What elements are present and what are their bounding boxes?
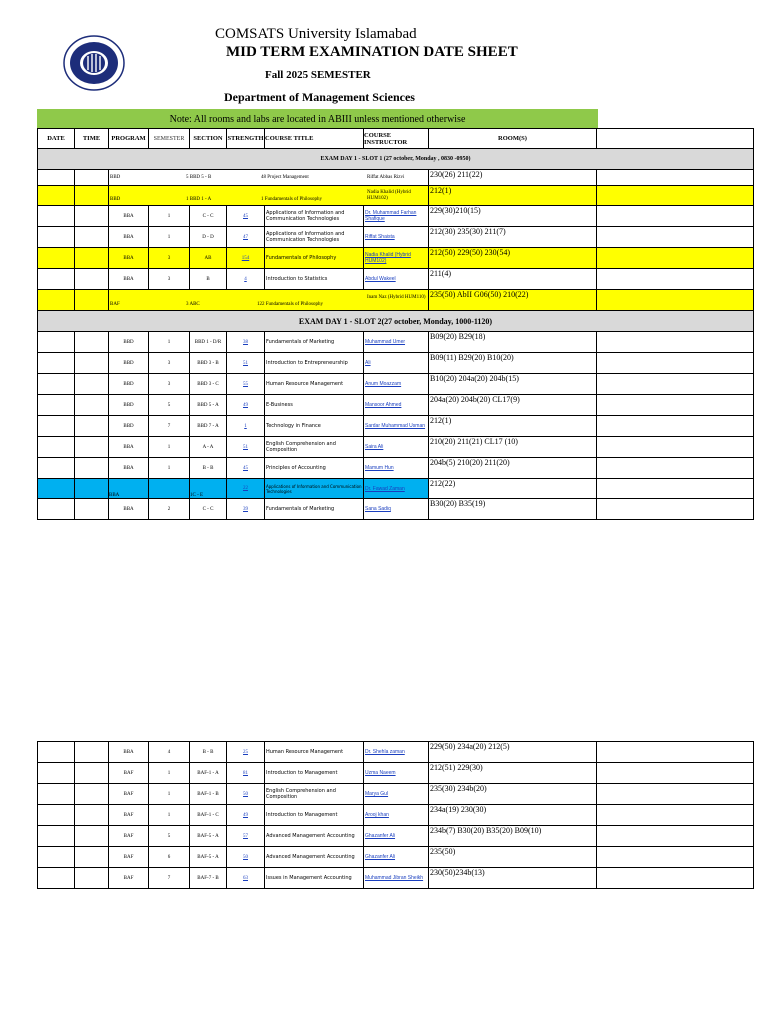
- semester-cell: 4: [149, 742, 190, 763]
- instructor-link[interactable]: Saira Ali: [364, 437, 429, 458]
- table-row: [38, 186, 754, 206]
- course-title-cell: Human Resource Management: [265, 374, 364, 395]
- course-title-cell: Fundamentals of Marketing: [265, 332, 364, 353]
- slot-2-heading: EXAM DAY 1 - SLOT 2(27 october, Monday, 1000-1120): [38, 311, 754, 332]
- strength-link[interactable]: 51: [227, 437, 265, 458]
- strength-link[interactable]: 81: [227, 763, 265, 784]
- section-cell: B - B: [190, 458, 227, 479]
- flat-course: 122 Fundamentals of Philosophy: [257, 302, 323, 307]
- program-cell: BBD: [109, 353, 149, 374]
- semester-cell: 7: [149, 868, 190, 889]
- instructor-link[interactable]: Anum Moazzam: [364, 374, 429, 395]
- course-title-cell: Principles of Accounting: [265, 458, 364, 479]
- program-cell: BAF: [109, 868, 149, 889]
- instructor-link[interactable]: Dr. Fawad Zaman: [364, 479, 429, 499]
- instructor-link[interactable]: Ali: [364, 353, 429, 374]
- semester-cell: 1: [149, 332, 190, 353]
- rooms-cell: B09(11) B29(20) B10(20): [429, 353, 597, 374]
- rooms-cell: 204b(5) 210(20) 211(20): [429, 458, 597, 479]
- course-title-cell: Advanced Management Accounting: [265, 826, 364, 847]
- table-row: [38, 170, 754, 186]
- table-row: [38, 416, 754, 437]
- section-cell: C - C: [190, 206, 227, 227]
- rooms-cell: 212(1): [429, 416, 597, 437]
- course-title-cell: Introduction to Management: [265, 805, 364, 826]
- table-row: [38, 248, 754, 269]
- program-cell: BBA: [109, 269, 149, 290]
- semester-cell: 2: [149, 499, 190, 520]
- rooms-cell: 230(26) 211(22): [429, 170, 597, 186]
- course-title-cell: Introduction to Entrepreneurship: [265, 353, 364, 374]
- flat-instructor: Riffat Abbas Rizvi: [367, 175, 405, 180]
- rooms-cell: 210(20) 211(21) CL17 (10): [429, 437, 597, 458]
- table-row: [38, 437, 754, 458]
- strength-link[interactable]: 50: [227, 847, 265, 868]
- semester-cell: 7: [149, 416, 190, 437]
- section-cell: B: [190, 269, 227, 290]
- course-title-cell: Human Resource Management: [265, 742, 364, 763]
- strength-link[interactable]: 55: [227, 374, 265, 395]
- section-cell: AB: [190, 248, 227, 269]
- course-title-cell: Fundamentals of Philosophy: [265, 248, 364, 269]
- instructor-link[interactable]: Arooj khan: [364, 805, 429, 826]
- rooms-cell: 229(50) 234a(20) 212(5): [429, 742, 597, 763]
- rooms-cell: 212(51) 229(30): [429, 763, 597, 784]
- strength-link[interactable]: 49: [227, 395, 265, 416]
- flat-sem-sec: 1 BBD 1 - A: [186, 197, 212, 202]
- instructor-link[interactable]: Dr. Shehla zaman: [364, 742, 429, 763]
- strength-link[interactable]: 45: [227, 206, 265, 227]
- semester-cell: 1: [149, 805, 190, 826]
- rooms-cell: 212(22): [429, 479, 597, 499]
- instructor-link[interactable]: Sardar Muhammad Usman: [364, 416, 429, 437]
- course-title-cell: Introduction to Management: [265, 763, 364, 784]
- rooms-cell: 234a(19) 230(30): [429, 805, 597, 826]
- rooms-cell: 235(50): [429, 847, 597, 868]
- section-cell: BAF-5 - A: [190, 826, 227, 847]
- program-cell: BBA: [109, 437, 149, 458]
- course-title-cell: Applications of Information and Communication Technologies: [265, 227, 364, 248]
- strength-link[interactable]: 47: [227, 227, 265, 248]
- program-cell: BAF: [109, 826, 149, 847]
- strength-link[interactable]: 51: [227, 353, 265, 374]
- section-cell: 1C - E: [190, 479, 227, 499]
- rooms-cell: B09(20) B29(18): [429, 332, 597, 353]
- program-cell: BBA: [109, 458, 149, 479]
- rooms-cell: B30(20) B35(19): [429, 499, 597, 520]
- section-cell: BBD 5 - A: [190, 395, 227, 416]
- rooms-cell: 211(4): [429, 269, 597, 290]
- semester-cell: 1: [149, 227, 190, 248]
- program-cell: BBD: [109, 416, 149, 437]
- table-row: [38, 763, 754, 784]
- program-cell: BBD: [109, 395, 149, 416]
- department-label: Department of Management Sciences: [224, 90, 415, 104]
- section-cell: BAF-1 - B: [190, 784, 227, 805]
- note-banner: Note: All rooms and labs are located in ABIII unless mentioned otherwise: [37, 109, 598, 128]
- program-cell: BBA: [109, 499, 149, 520]
- semester-cell: 5: [149, 826, 190, 847]
- table-row: [38, 269, 754, 290]
- section-cell: BBD 3 - C: [190, 374, 227, 395]
- program-cell: BBA: [109, 479, 149, 499]
- semester-cell: 3: [149, 269, 190, 290]
- program-cell: BBA: [109, 227, 149, 248]
- rooms-cell: 212(50) 229(50) 230(54): [429, 248, 597, 269]
- strength-link[interactable]: 49: [227, 805, 265, 826]
- program-cell: BAF: [109, 763, 149, 784]
- strength-link[interactable]: 4: [227, 269, 265, 290]
- university-name: COMSATS University Islamabad: [215, 26, 417, 42]
- program-cell: BBA: [109, 248, 149, 269]
- course-title-cell: English Comprehension and Composition: [265, 437, 364, 458]
- semester-cell: 6: [149, 847, 190, 868]
- col-date: DATE: [38, 129, 75, 149]
- section-cell: BBD 3 - B: [190, 353, 227, 374]
- table-row: [38, 290, 754, 311]
- table-row: [38, 206, 754, 227]
- strength-link[interactable]: 22: [227, 479, 265, 499]
- table-row: [38, 784, 754, 805]
- table-row: [38, 805, 754, 826]
- rooms-cell: 234b(7) B30(20) B35(20) B09(10): [429, 826, 597, 847]
- flat-instructor: Nadia Khalid (Hybrid HUM102): [367, 190, 411, 201]
- course-title-cell: Applications of Information and Communication Technologies: [265, 206, 364, 227]
- flat-program: BAF: [110, 302, 120, 307]
- semester-cell: 1: [149, 784, 190, 805]
- program-cell: BAF: [109, 784, 149, 805]
- program-cell: BBA: [109, 206, 149, 227]
- table-row: [38, 499, 754, 520]
- section-cell: B - B: [190, 742, 227, 763]
- rooms-cell: 212(30) 235(30) 211(7): [429, 227, 597, 248]
- rooms-cell: 229(30)210(15): [429, 206, 597, 227]
- section-cell: A - A: [190, 437, 227, 458]
- strength-link[interactable]: 45: [227, 458, 265, 479]
- col-course-title: COURSE TITLE: [265, 129, 364, 149]
- section-cell: BBD 1 - D/R: [190, 332, 227, 353]
- strength-link[interactable]: 50: [227, 784, 265, 805]
- semester-cell: 1: [149, 437, 190, 458]
- slot-1-heading: EXAM DAY 1 - SLOT 1 (27 october, Monday , 0830 -0950): [38, 149, 754, 170]
- course-title-cell: English Comprehension and Composition: [265, 784, 364, 805]
- rooms-cell: 235(50) AbII G06(50) 210(22): [429, 290, 597, 311]
- rooms-cell: B10(20) 204a(20) 204b(15): [429, 374, 597, 395]
- instructor-link[interactable]: Muhammad Jibran Sheikh: [364, 868, 429, 889]
- course-title-cell: Introduction to Statistics: [265, 269, 364, 290]
- section-cell: BAF-5 - A: [190, 847, 227, 868]
- instructor-link[interactable]: Sana Sadiq: [364, 499, 429, 520]
- rooms-cell: 212(1): [429, 186, 597, 206]
- col-blank: [597, 129, 754, 149]
- strength-link[interactable]: 63: [227, 868, 265, 889]
- strength-link[interactable]: 25: [227, 742, 265, 763]
- instructor-link[interactable]: Dr. Muhammad Farhan Shafique: [364, 206, 429, 227]
- rooms-cell: 230(50)234b(13): [429, 868, 597, 889]
- table-row: [38, 374, 754, 395]
- semester-cell: 1: [149, 763, 190, 784]
- table-row: [38, 458, 754, 479]
- instructor-link[interactable]: Muhammad Umer: [364, 332, 429, 353]
- rooms-cell: 235(30) 234b(20): [429, 784, 597, 805]
- program-cell: BAF: [109, 847, 149, 868]
- col-section: SECTION: [190, 129, 227, 149]
- strength-link[interactable]: 38: [227, 332, 265, 353]
- section-cell: C - C: [190, 499, 227, 520]
- flat-sem-sec: 5 BBD 5 - B: [186, 175, 212, 180]
- semester-cell: 5: [149, 395, 190, 416]
- section-cell: BBD 7 - A: [190, 416, 227, 437]
- instructor-link[interactable]: Ghazanfer Ali: [364, 826, 429, 847]
- logo: [62, 34, 126, 92]
- semester-cell: 3: [149, 374, 190, 395]
- program-cell: BBD: [109, 332, 149, 353]
- strength-link[interactable]: 39: [227, 499, 265, 520]
- course-title-cell: E-Business: [265, 395, 364, 416]
- instructor-link[interactable]: Ghazanfer Ali: [364, 847, 429, 868]
- schedule-table-page-2: [37, 741, 754, 889]
- instructor-link[interactable]: Mansoor Ahmed: [364, 395, 429, 416]
- course-title-cell: Applications of Information and Communication Technologies: [265, 479, 364, 499]
- course-title-cell: Advanced Management Accounting: [265, 847, 364, 868]
- section-cell: BAF-1 - A: [190, 763, 227, 784]
- semester-cell: 3: [149, 353, 190, 374]
- flat-instructor: Inam Naz (Hybrid HUM110): [367, 295, 426, 300]
- strength-link[interactable]: 57: [227, 826, 265, 847]
- table-row: [38, 332, 754, 353]
- course-title-cell: Fundamentals of Marketing: [265, 499, 364, 520]
- page-title: MID TERM EXAMINATION DATE SHEET: [226, 44, 518, 60]
- col-program: PROGRAM: [109, 129, 149, 149]
- program-cell: BBA: [109, 742, 149, 763]
- semester-cell: 3: [149, 248, 190, 269]
- semester-label: Fall 2025 SEMESTER: [265, 69, 371, 81]
- semester-cell: 1: [149, 206, 190, 227]
- table-row: [38, 847, 754, 868]
- instructor-link[interactable]: Mamum Hun: [364, 458, 429, 479]
- flat-sem-sec: 3 ABC: [186, 302, 200, 307]
- program-cell: BBD: [109, 374, 149, 395]
- section-cell: BAF-1 - C: [190, 805, 227, 826]
- section-cell: BAF-7 - B: [190, 868, 227, 889]
- instructor-link[interactable]: Riffat Shaista: [364, 227, 429, 248]
- strength-link[interactable]: 1: [227, 416, 265, 437]
- table-row: [38, 479, 754, 499]
- instructor-link[interactable]: Marya Gul: [364, 784, 429, 805]
- strength-link[interactable]: 154: [227, 248, 265, 269]
- instructor-link[interactable]: Nadia Khalid (Hybrid HUM102): [364, 248, 429, 269]
- flat-program: BBD: [110, 197, 121, 202]
- flat-program: BBD: [110, 175, 121, 180]
- header-row: [38, 129, 754, 149]
- flat-course: 1 Fundamentals of Philosophy: [261, 197, 322, 202]
- table-row: [38, 395, 754, 416]
- course-title-cell: Issues in Management Accounting: [265, 868, 364, 889]
- col-strength: STRENGTH: [227, 129, 265, 149]
- table-row: [38, 868, 754, 889]
- table-row: [38, 742, 754, 763]
- schedule-table: [37, 128, 754, 520]
- col-time: TIME: [75, 129, 109, 149]
- instructor-link[interactable]: Uzma Naeem: [364, 763, 429, 784]
- section-cell: D - D: [190, 227, 227, 248]
- table-row: [38, 227, 754, 248]
- program-cell: BAF: [109, 805, 149, 826]
- col-instructor: COURSE INSTRUCTOR: [364, 129, 429, 149]
- rooms-cell: 204a(20) 204b(20) CL17(9): [429, 395, 597, 416]
- flat-course: 48 Project Management: [261, 175, 309, 180]
- instructor-link[interactable]: Abdul Wakeel: [364, 269, 429, 290]
- course-title-cell: Technology in Finance: [265, 416, 364, 437]
- col-semester: SEMESTER: [149, 129, 190, 149]
- semester-cell: 1: [149, 458, 190, 479]
- table-row: [38, 826, 754, 847]
- col-rooms: ROOM(S): [429, 129, 597, 149]
- table-row: [38, 353, 754, 374]
